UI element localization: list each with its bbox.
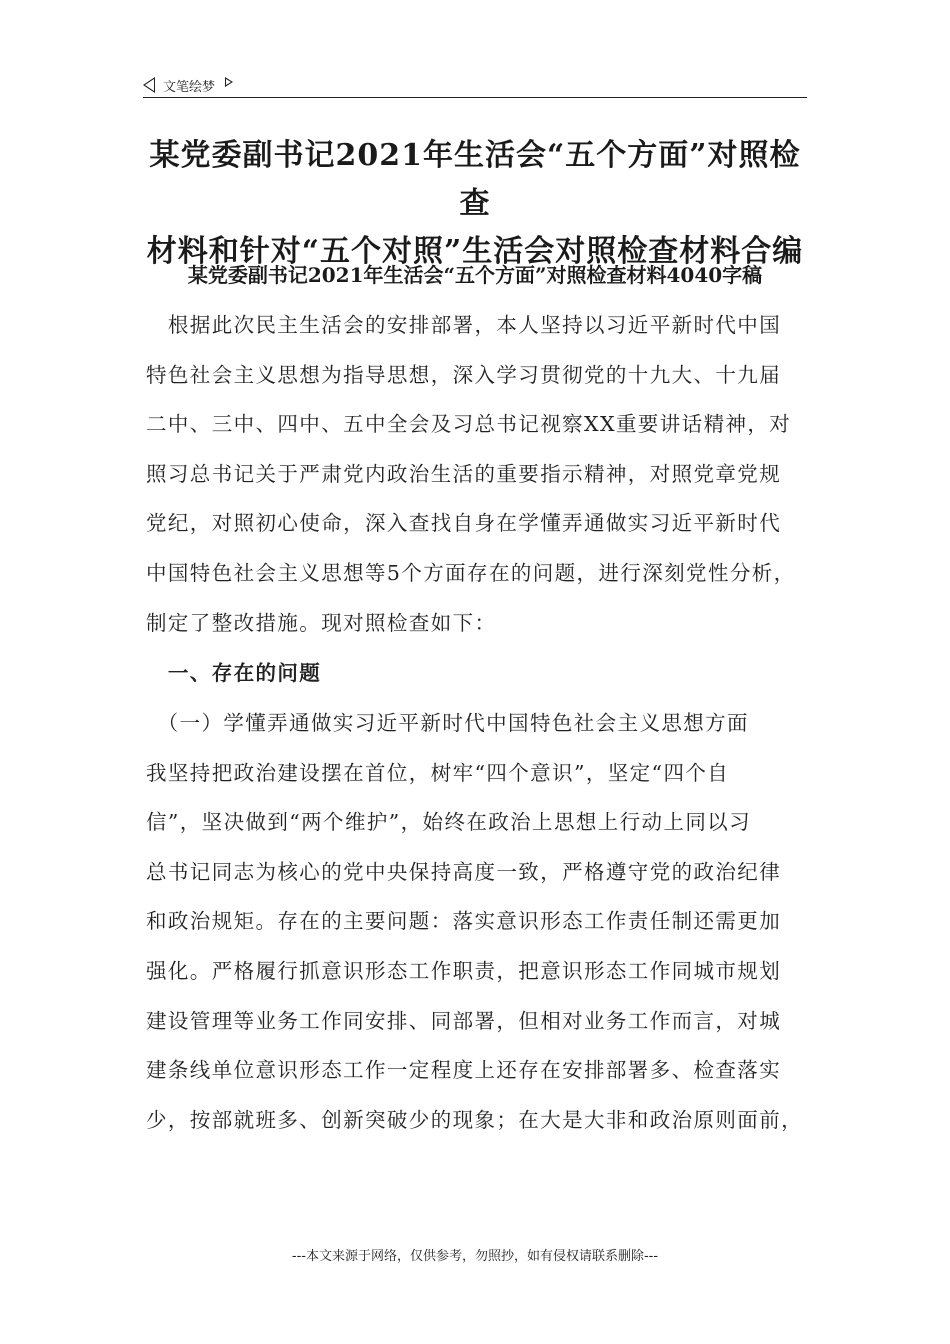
body-line: 二中、三中、四中、五中全会及习总书记视察XX重要讲话精神，对 bbox=[146, 412, 792, 436]
section-heading: 一、存在的问题 bbox=[146, 661, 322, 685]
body-line: 和政治规矩。存在的主要问题：落实意识形态工作责任制还需更加 bbox=[146, 909, 782, 933]
title-line-1: 某党委副书记2021年生活会“五个方面”对照检查 bbox=[149, 138, 801, 221]
header-brand: 文笔绘梦 bbox=[163, 79, 216, 95]
page-header bbox=[143, 74, 233, 96]
body-line: 制定了整改措施。现对照检查如下： bbox=[146, 611, 497, 635]
page-footer-disclaimer: ---本文来源于网络，仅供参考，勿照抄，如有侵权请联系删除--- bbox=[291, 1249, 659, 1264]
body-line: 总书记同志为核心的党中央保持高度一致，严格遵守党的政治纪律 bbox=[146, 860, 782, 884]
body-line: 根据此次民主生活会的安排部署，本人坚持以习近平新时代中国 bbox=[146, 313, 782, 337]
body-line: 特色社会主义思想为指导思想，深入学习贯彻党的十九大、十九届 bbox=[146, 363, 782, 387]
left-triangle-icon bbox=[143, 77, 155, 93]
document-title bbox=[140, 132, 810, 276]
title-line-2: 材料和针对“五个对照”生活会对照检查材料合编 bbox=[146, 234, 804, 269]
right-triangle-icon bbox=[225, 77, 233, 87]
body-line: 我坚持把政治建设摆在首位，树牢“四个意识”，坚定“四个自 bbox=[146, 761, 730, 785]
body-line: 建条线单位意识形态工作一定程度上还存在安排部署多、检查落实 bbox=[146, 1058, 782, 1082]
body-line: 中国特色社会主义思想等5个方面存在的问题，进行深刻党性分析， bbox=[146, 561, 796, 585]
header-divider bbox=[143, 97, 807, 98]
document-subtitle: 某党委副书记2021年生活会“五个方面”对照检查材料4040字稿 bbox=[187, 263, 763, 287]
body-line: 少，按部就班多、创新突破少的现象；在大是大非和政治原则面前， bbox=[146, 1108, 803, 1132]
body-line: 建设管理等业务工作同安排、同部署，但相对业务工作而言，对城 bbox=[146, 1009, 782, 1033]
body-line: 强化。严格履行抓意识形态工作职责，把意识形态工作同城市规划 bbox=[146, 959, 782, 983]
body-line: 照习总书记关于严肃党内政治生活的重要指示精神，对照党章党规 bbox=[146, 462, 782, 486]
body-line: （一）学懂弄通做实习近平新时代中国特色社会主义思想方面 bbox=[146, 711, 749, 735]
body-line: 党纪，对照初心使命，深入查找自身在学懂弄通做实习近平新时代 bbox=[146, 511, 782, 535]
body-line: 信”，坚决做到“两个维护”，始终在政治上思想上行动上同以习 bbox=[146, 810, 752, 834]
